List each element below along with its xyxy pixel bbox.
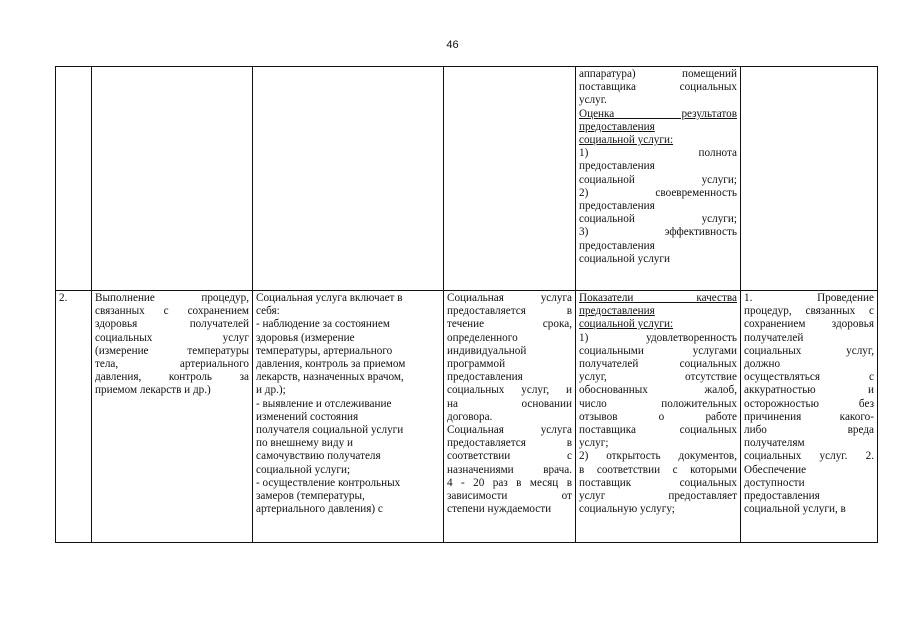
text-line: предоставляется в (447, 305, 572, 318)
text-line: Социальная услуга (447, 424, 572, 437)
text-line: услуг предоставляет (579, 490, 737, 503)
text-block (256, 292, 440, 516)
text-line: и др.); (256, 384, 286, 397)
text-line: Оценка результатов (579, 107, 737, 120)
text-line: предоставления (579, 200, 655, 213)
text-line: получателя социальной услуги (256, 424, 404, 437)
text-line: определенного (447, 331, 518, 344)
text-line: социальной услуги: (579, 318, 674, 331)
text-line: самочувствию получателя (256, 450, 381, 463)
text-line: здоровья получателей (95, 318, 249, 331)
text-line: социальных услуг. 2. (744, 450, 874, 463)
text-line: должно (744, 358, 781, 371)
text-line: получателей социальных (579, 358, 737, 371)
text-line: 2) открытость документов, (579, 450, 737, 463)
text-line: здоровья (измерение (256, 331, 355, 344)
text-line: Обеспечение (744, 463, 807, 476)
text-line: в соответствии с которыми (579, 463, 737, 476)
text-line: социальную услугу; (579, 503, 675, 516)
row2-number-cell (56, 291, 92, 543)
text-line: поставщика социальных (579, 424, 737, 437)
text-block (579, 68, 737, 108)
text-line: социальных услуг (95, 331, 249, 344)
text-line: зависимости от (447, 490, 572, 503)
text-line: договора. (447, 410, 493, 423)
text-line: себя: (256, 305, 280, 318)
text-line: 1) удовлетворенность (579, 331, 737, 344)
text-line: социальных услуг, и (447, 384, 572, 397)
row1-terms-cell (444, 67, 576, 291)
text-line: отзывов о работе (579, 410, 737, 423)
text-line: предоставления (447, 371, 523, 384)
text-line: сохранением здоровья (744, 318, 874, 331)
text-line: 3) эффективность (579, 226, 737, 239)
text-block (579, 292, 737, 332)
row1-content-cell (253, 67, 444, 291)
text-line: замеров (температуры, (256, 490, 365, 503)
text-line: социальной услуги (579, 252, 670, 265)
services-table (55, 66, 878, 543)
text-line: социальных услуг, (744, 344, 874, 357)
text-line: назначениями врача. (447, 463, 572, 476)
text-line: 1) полнота (579, 147, 737, 160)
text-line: либо вреда (744, 424, 874, 437)
text-line: получателей (744, 331, 804, 344)
text-line: услуг. (579, 94, 607, 107)
text-line: предоставления (579, 120, 655, 133)
text-line: - осуществление контрольных (256, 476, 401, 489)
row2-terms-cell (444, 291, 576, 543)
text-line: социальной услуги; (256, 463, 351, 476)
text-line: осуществляться с (744, 371, 874, 384)
text-line: приемом лекарств и др.) (95, 384, 211, 397)
text-line: давления, контроль за (95, 371, 249, 384)
text-line: артериального давления) с (256, 503, 383, 516)
text-line: социальными услугами (579, 344, 737, 357)
row1-conditions-cell (741, 67, 878, 291)
text-line: 2) своевременность (579, 186, 737, 199)
text-line: социальной услуги: (579, 134, 674, 147)
text-line: предоставления (579, 239, 655, 252)
table-row (56, 291, 878, 543)
text-line: социальной услуги; (579, 213, 737, 226)
page-number: 46 (446, 39, 459, 51)
row1-number-cell (56, 67, 92, 291)
text-block (95, 292, 249, 398)
text-line: получателям (744, 437, 805, 450)
text-line: предоставляется в (447, 437, 572, 450)
text-line: (измерение температуры (95, 344, 249, 357)
text-line: тела, артериального (95, 358, 249, 371)
text-line: Показатели качества (579, 292, 737, 304)
text-line: на основании (447, 397, 572, 410)
text-line: причинения какого- (744, 410, 874, 423)
text-line: поставщика социальных (579, 81, 737, 94)
text-line: течение срока, (447, 318, 572, 331)
text-line: осторожностью без (744, 397, 874, 410)
text-line: процедур, связанных с (744, 305, 874, 318)
text-line: температуры, артериального (256, 344, 393, 357)
text-line: лекарств, назначенных врачом, (256, 371, 404, 384)
row2-name-cell (92, 291, 253, 543)
text-line: аппаратура) помещений (579, 68, 737, 80)
text-line: - наблюдение за состоянием (256, 318, 390, 331)
text-line: давления, контроль за приемом (256, 358, 406, 371)
text-line: соответствии с (447, 450, 572, 463)
text-line: 1. Проведение (744, 292, 874, 304)
text-line: степени нуждаемости (447, 503, 552, 516)
text-line: 4 - 20 раз в месяц в (447, 476, 572, 489)
row2-quality-cell (576, 291, 741, 543)
table-row (56, 67, 878, 291)
text-block (579, 332, 737, 517)
text-line: программой (447, 358, 506, 371)
text-line: социальной услуги; (579, 173, 737, 186)
row2-conditions-cell (741, 291, 878, 543)
text-line: Выполнение процедур, (95, 292, 249, 304)
text-line: связанных с сохранением (95, 305, 249, 318)
text-line: по внешнему виду и (256, 437, 353, 450)
text-line: изменений состояния (256, 410, 359, 423)
row2-content-cell (253, 291, 444, 543)
row1-quality-cell (576, 67, 741, 291)
text-line: число положительных (579, 397, 737, 410)
text-block (579, 108, 737, 148)
text-line: поставщик социальных (579, 476, 737, 489)
text-block (447, 292, 572, 516)
text-line: индивидуальной (447, 344, 527, 357)
text-line: услуг, отсутствие (579, 371, 737, 384)
text-block (744, 292, 874, 516)
text-block (579, 147, 737, 266)
text-line: обоснованных жалоб, (579, 384, 737, 397)
text-line: предоставления (579, 305, 655, 318)
text-line: услуг; (579, 437, 609, 450)
text-line: - выявление и отслеживание (256, 397, 392, 410)
text-line: предоставления (579, 160, 655, 173)
row-number: 2. (59, 292, 68, 304)
text-line: предоставления (744, 490, 820, 503)
text-line: Социальная услуга (447, 292, 572, 304)
text-line: аккуратностью и (744, 384, 874, 397)
text-line: доступности (744, 476, 805, 489)
text-line: Социальная услуга включает в (256, 292, 403, 304)
text-line: социальной услуги, в (744, 503, 846, 516)
row1-name-cell (92, 67, 253, 291)
